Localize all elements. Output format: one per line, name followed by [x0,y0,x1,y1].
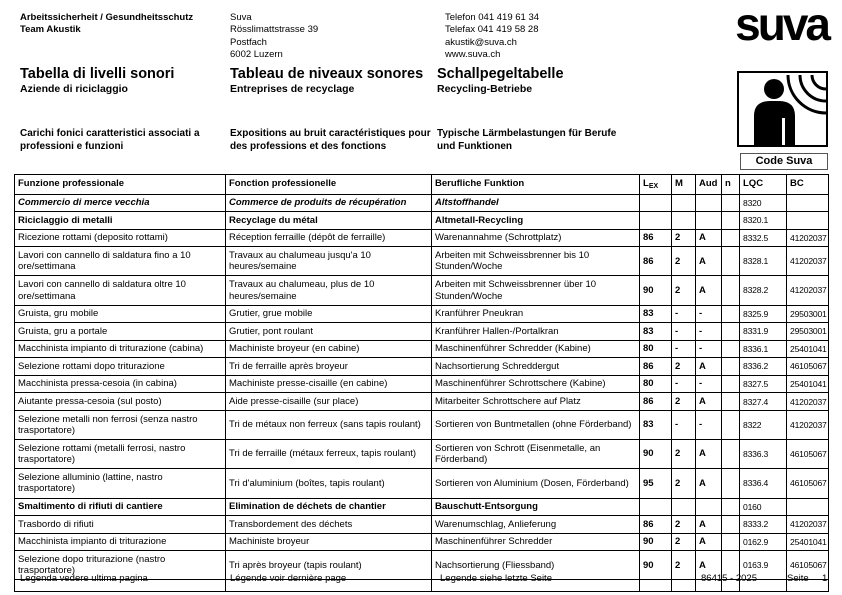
col-header-bc: BC [787,175,829,195]
cell-lqc: 8328.2 [740,276,787,305]
cell-fr: Machiniste presse-cisaille (en cabine) [226,375,432,393]
cell-n [722,516,740,534]
cell-n [722,340,740,358]
cell-lex: 86 [640,393,672,411]
cell-fr: Grutier, grue mobile [226,305,432,323]
cell-bc: 29503001 [787,305,829,323]
cell-lqc: 8336.4 [740,469,787,498]
cell-de: Mitarbeiter Schrottschere auf Platz [432,393,640,411]
cell-it: Selezione metalli non ferrosi (senza nastro trasportatore) [15,411,226,440]
cell-n [722,533,740,551]
cell-lex [640,212,672,230]
col-header-funzione: Funzione professionale [15,175,226,195]
cell-it: Riciclaggio di metalli [15,212,226,230]
cell-lqc: 8322 [740,411,787,440]
cell-bc: 41202037 [787,393,829,411]
cell-aud: A [696,247,722,276]
department-line1: Arbeitssicherheit / Gesundheitsschutz [20,12,194,23]
cell-m: 2 [672,440,696,469]
cell-bc: 46105067 [787,358,829,376]
cell-bc: 46105067 [787,551,829,580]
footer-legend-de: Legende siehe letzte Seite [440,573,552,584]
contact-website: www.suva.ch [445,49,501,61]
cell-m: 2 [672,551,696,580]
cell-it: Gruista, gru mobile [15,305,226,323]
page-subtitle-fr: Entreprises de recyclage [230,83,355,95]
cell-aud: A [696,533,722,551]
cell-bc: 46105067 [787,469,829,498]
cell-aud: A [696,516,722,534]
cell-aud: A [696,440,722,469]
cell-it: Selezione rottami dopo triturazione [15,358,226,376]
cell-fr: Tri de ferraille (métaux ferreux, tapis roulant) [226,440,432,469]
sound-level-table [14,174,829,592]
footer-legend-fr: Légende voir dernière page [230,573,347,584]
cell-fr: Tri de ferraille après broyeur [226,358,432,376]
address-line4: 6002 Luzern [230,49,283,61]
cell-de: Sortieren von Aluminium (Dosen, Förderband) [432,469,640,498]
title-block-fr [230,66,423,95]
page-title-it: Tabella di livelli sonori [20,66,175,82]
cell-bc: 46105067 [787,440,829,469]
cell-de: Maschinenführer Schrottschere (Kabine) [432,375,640,393]
cell-m: - [672,305,696,323]
cell-it: Gruista, gru a portale [15,323,226,341]
cell-lex: 83 [640,411,672,440]
cell-lqc: 0162.9 [740,533,787,551]
cell-lex: 95 [640,469,672,498]
cell-de: Nachsortierung (Fliessband) [432,551,640,580]
cell-aud: - [696,323,722,341]
cell-lqc: 8327.4 [740,393,787,411]
col-header-n: n [722,175,740,195]
cell-it: Aiutante pressa-cesoia (sul posto) [15,393,226,411]
cell-aud: - [696,375,722,393]
cell-aud: - [696,340,722,358]
cell-m [672,580,696,592]
table-row [15,194,829,212]
contact-block [445,12,539,61]
page-title-de: Schallpegeltabelle [437,66,564,82]
cell-m: - [672,340,696,358]
cell-de: Kranführer Hallen-/Portalkran [432,323,640,341]
cell-lex: 86 [640,247,672,276]
cell-fr: Tri d'aluminium (boîtes, tapis roulant) [226,469,432,498]
table-row [15,440,829,469]
cell-fr: Machiniste broyeur [226,533,432,551]
cell-bc [787,498,829,516]
cell-n [722,498,740,516]
table-row [15,411,829,440]
cell-n [722,411,740,440]
cell-it: Selezione alluminio (lattine, nastro trasportatore) [15,469,226,498]
cell-m: - [672,411,696,440]
cell-lqc: 8320 [740,194,787,212]
table-row [15,305,829,323]
cell-lqc: 8336.2 [740,358,787,376]
cell-de: Warenannahme (Schrottplatz) [432,229,640,247]
col-header-aud: Aud [696,175,722,195]
cell-bc: 41202037 [787,411,829,440]
cell-lqc: 8333.2 [740,516,787,534]
cell-fr: Recyclage du métal [226,212,432,230]
cell-m: 2 [672,229,696,247]
cell-de: Maschinenführer Schredder (Kabine) [432,340,640,358]
cell-lqc: 8336.3 [740,440,787,469]
cell-de: Warenumschlag, Anlieferung [432,516,640,534]
cell-fr: Aide presse-cisaille (sur place) [226,393,432,411]
address-line2: Rösslimattstrasse 39 [230,24,319,36]
col-header-lex: $L_{EX}$ [640,175,672,195]
cell-m: 2 [672,276,696,305]
footer-page-label: Seite [787,573,809,584]
cell-n [722,393,740,411]
cell-lqc: 8320.1 [740,212,787,230]
cell-lex [640,580,672,592]
intro-text-de: Typische Lärmbelastungen für Berufe und Funktionen [437,128,617,152]
cell-lqc: 8336.1 [740,340,787,358]
cell-fr: Elimination de déchets de chantier [226,498,432,516]
intro-text-it: Carichi fonici caratteristici associati a professioni e funzioni [20,128,200,152]
address-block [230,12,318,61]
cell-bc: 25401041 [787,533,829,551]
cell-n [722,358,740,376]
cell-bc: 25401041 [787,375,829,393]
cell-m: 2 [672,533,696,551]
table-row [15,212,829,230]
cell-lex: 80 [640,340,672,358]
cell-de: Arbeiten mit Schweissbrenner über 10 Stunden/Woche [432,276,640,305]
cell-lex: 86 [640,358,672,376]
contact-phone: Telefon 041 419 61 34 [445,12,540,23]
col-header-m: M [672,175,696,195]
cell-aud: A [696,358,722,376]
cell-lex: 83 [640,305,672,323]
table-row [15,498,829,516]
cell-m: 2 [672,358,696,376]
table-row [15,323,829,341]
col-header-fonction: Fonction professionelle [226,175,432,195]
cell-m: - [672,375,696,393]
table-row [15,516,829,534]
page-subtitle-de: Recycling-Betriebe [437,83,533,95]
cell-bc: 29503001 [787,323,829,341]
cell-fr: Grutier, pont roulant [226,323,432,341]
page-title-fr: Tableau de niveaux sonores [230,66,424,82]
cell-fr: Tri de métaux non ferreux (sans tapis roulant) [226,411,432,440]
table-row [15,247,829,276]
table-row [15,229,829,247]
intro-text-fr: Expositions au bruit caractéristiques pour des professions et des fonctions [230,128,431,152]
cell-de: Bauschutt-Entsorgung [432,498,640,516]
cell-aud [696,212,722,230]
cell-m: - [672,323,696,341]
cell-it: Lavori con cannello di saldatura oltre 10 ore/settimana [15,276,226,305]
page-subtitle-it: Aziende di riciclaggio [20,83,128,95]
cell-lqc: 8331.9 [740,323,787,341]
table-row [15,393,829,411]
cell-it: Trasbordo di rifiuti [15,516,226,534]
cell-it: Commercio di merce vecchia [15,194,226,212]
cell-bc: 41202037 [787,516,829,534]
department-block [20,12,193,37]
cell-fr: Réception ferraille (dépôt de ferraille) [226,229,432,247]
cell-bc [787,212,829,230]
footer-doc-number: 86415 - 2025 [701,573,757,584]
cell-n [722,305,740,323]
cell-lqc: 0160 [740,498,787,516]
cell-lex: 80 [640,375,672,393]
cell-n [722,323,740,341]
cell-fr: Machiniste broyeur (en cabine) [226,340,432,358]
table-header-row [15,175,829,195]
noise-exposure-pictogram [737,71,828,147]
address-line3: Postfach [230,36,267,48]
cell-de: Sortieren von Schrott (Eisenmetalle, an Förderband) [432,440,640,469]
cell-de: Altmetall-Recycling [432,212,640,230]
cell-lex [640,498,672,516]
cell-fr: Travaux au chalumeau, plus de 10 heures/semaine [226,276,432,305]
table-row [15,469,829,498]
cell-it: Smaltimento di rifiuti di cantiere [15,498,226,516]
cell-lex: 90 [640,533,672,551]
suva-logo: suva [735,0,828,50]
cell-aud [696,194,722,212]
cell-de: Nachsortierung Schreddergut [432,358,640,376]
cell-fr: Commerce de produits de récupération [226,194,432,212]
cell-m: 2 [672,247,696,276]
cell-it: Selezione rottami (metalli ferrosi, nastro trasportatore) [15,440,226,469]
table-body [15,194,829,592]
cell-n [722,469,740,498]
cell-fr: Travaux au chalumeau jusqu'a 10 heures/semaine [226,247,432,276]
cell-de: Altstoffhandel [432,194,640,212]
cell-aud: A [696,276,722,305]
cell-it: Lavori con cannello di saldatura fino a 10 ore/settimana [15,247,226,276]
cell-bc: 41202037 [787,247,829,276]
cell-de: Arbeiten mit Schweissbrenner bis 10 Stunden/Woche [432,247,640,276]
cell-m [672,194,696,212]
table-row [15,533,829,551]
contact-email: akustik@suva.ch [445,36,517,48]
cell-n [722,194,740,212]
cell-aud: A [696,551,722,580]
cell-lex: 86 [640,229,672,247]
cell-m [672,498,696,516]
cell-m: 2 [672,393,696,411]
cell-it: Macchinista pressa-cesoia (in cabina) [15,375,226,393]
cell-lex: 86 [640,516,672,534]
cell-bc: 41202037 [787,229,829,247]
cell-n [722,375,740,393]
cell-aud [696,498,722,516]
cell-aud: A [696,393,722,411]
person-with-sound-waves-icon [739,73,826,145]
cell-lqc: 8332.5 [740,229,787,247]
cell-lex: 90 [640,551,672,580]
cell-lqc: 8325.9 [740,305,787,323]
footer-page-number: 1 [822,573,828,584]
col-header-lqc: LQC [740,175,787,195]
cell-it: Ricezione rottami (deposito rottami) [15,229,226,247]
cell-aud: - [696,305,722,323]
cell-de: Sortieren von Buntmetallen (ohne Förderband) [432,411,640,440]
title-block-de [437,66,564,95]
cell-lqc: 0163.9 [740,551,787,580]
cell-m: 2 [672,516,696,534]
cell-lex: 90 [640,276,672,305]
cell-lqc: 8328.1 [740,247,787,276]
table-row [15,340,829,358]
contact-fax: Telefax 041 419 58 28 [445,24,539,36]
cell-bc: 41202037 [787,276,829,305]
cell-it: Macchinista impianto di triturazione (cabina) [15,340,226,358]
table-row [15,375,829,393]
cell-aud: A [696,469,722,498]
cell-aud: A [696,229,722,247]
table-row [15,276,829,305]
cell-it: Selezione dopo triturazione (nastro trasportatore) [15,551,226,580]
cell-lqc: 8327.5 [740,375,787,393]
cell-n [722,247,740,276]
department-line2: Team Akustik [20,24,81,36]
cell-n [722,440,740,469]
cell-aud: - [696,411,722,440]
cell-it: Macchinista impianto di triturazione [15,533,226,551]
cell-de: Maschinenführer Schredder [432,533,640,551]
cell-n [722,276,740,305]
footer-legend-it: Legenda vedere ultima pagina [20,573,148,584]
cell-bc: 25401041 [787,340,829,358]
col-header-berufliche-funktion: Berufliche Funktion [432,175,640,195]
cell-fr: Tri après broyeur (tapis roulant) [226,551,432,580]
cell-m: 2 [672,469,696,498]
code-suva-box: Code Suva [740,153,828,170]
cell-de: Kranführer Pneukran [432,305,640,323]
cell-n [722,212,740,230]
address-line1: Suva [230,12,252,23]
cell-lex [640,194,672,212]
cell-m [672,212,696,230]
cell-n [722,229,740,247]
cell-fr: Transbordement des déchets [226,516,432,534]
cell-bc [787,194,829,212]
cell-lex: 83 [640,323,672,341]
title-block-it [20,66,174,95]
cell-lex: 90 [640,440,672,469]
table-row [15,358,829,376]
